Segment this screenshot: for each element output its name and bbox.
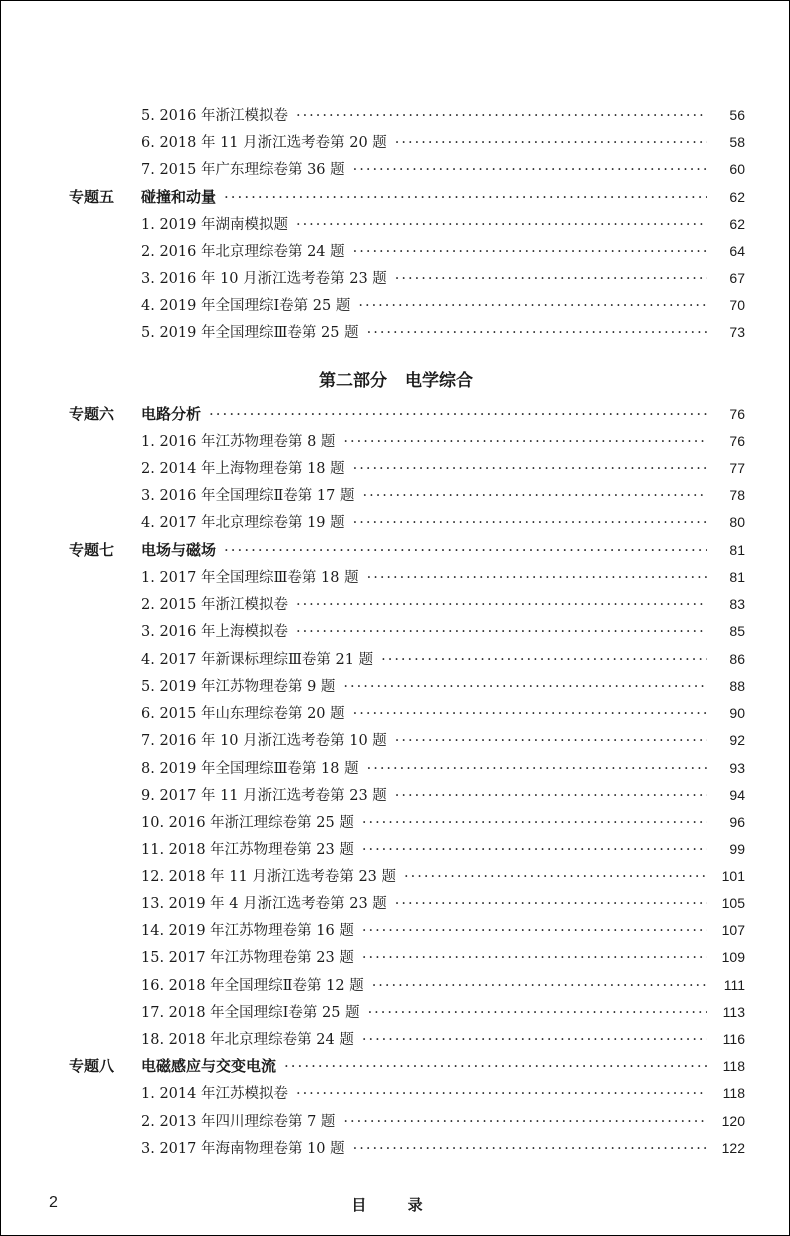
topic-page: 76 <box>729 406 745 422</box>
leader-dots <box>367 565 707 592</box>
topic-label: 专题五 <box>69 188 115 206</box>
toc-item-text: 4. 2017 年新课标理综Ⅲ卷第 21 题 <box>141 652 374 668</box>
toc-item-page: 118 <box>722 1085 745 1101</box>
toc-item[interactable] <box>141 591 745 618</box>
leader-dots <box>296 103 707 130</box>
toc-item-text: 7. 2015 年广东理综卷第 36 题 <box>141 162 345 178</box>
toc-item[interactable] <box>141 265 745 292</box>
toc-item-text: 1. 2019 年湖南模拟题 <box>141 217 288 233</box>
toc-item-page: 80 <box>729 514 745 530</box>
toc-item-text: 9. 2017 年 11 月浙江选考卷第 23 题 <box>141 788 387 804</box>
toc-item[interactable] <box>141 129 745 156</box>
toc-item-text: 1. 2014 年江苏模拟卷 <box>141 1086 288 1102</box>
topic-label: 专题七 <box>69 541 115 559</box>
toc-item-page: 58 <box>729 134 745 150</box>
toc-item-text: 18. 2018 年北京理综卷第 24 题 <box>141 1032 354 1048</box>
leader-dots <box>368 1000 707 1027</box>
toc-item-page: 116 <box>722 1031 745 1047</box>
leader-dots <box>224 184 707 211</box>
toc-item-page: 109 <box>721 949 745 965</box>
toc-item-page: 105 <box>721 895 745 911</box>
leader-dots <box>343 429 707 456</box>
toc-item-page: 62 <box>729 216 745 232</box>
topic-title: 电路分析 <box>141 405 202 423</box>
toc-item[interactable] <box>141 618 745 645</box>
toc-item[interactable] <box>141 727 745 754</box>
toc-item[interactable] <box>141 1080 745 1107</box>
toc-item[interactable] <box>141 700 745 727</box>
leader-dots <box>362 1027 707 1054</box>
toc-item-page: 56 <box>729 107 745 123</box>
toc-item-text: 15. 2017 年江苏物理卷第 23 题 <box>141 950 354 966</box>
toc-item-text: 1. 2017 年全国理综Ⅲ卷第 18 题 <box>141 570 359 586</box>
toc-item-page: 76 <box>729 433 745 449</box>
toc-item[interactable] <box>141 809 745 836</box>
topic-label: 专题八 <box>69 1057 115 1075</box>
leader-dots <box>353 701 707 728</box>
toc-item-page: 85 <box>729 623 745 639</box>
toc-item-text: 4. 2019 年全国理综Ⅰ卷第 25 题 <box>141 298 351 314</box>
toc-item[interactable] <box>141 755 745 782</box>
toc-item-text: 12. 2018 年 11 月浙江选考卷第 23 题 <box>141 869 397 885</box>
toc-item[interactable] <box>141 999 745 1026</box>
toc-item-text: 1. 2016 年江苏物理卷第 8 题 <box>141 434 336 450</box>
topic-title: 电场与磁场 <box>141 541 217 559</box>
toc-item-page: 94 <box>729 787 745 803</box>
leader-dots <box>395 783 707 810</box>
toc-item-text: 7. 2016 年 10 月浙江选考卷第 10 题 <box>141 733 387 749</box>
leader-dots <box>296 1081 707 1108</box>
leader-dots <box>381 647 707 674</box>
toc-item-text: 6. 2018 年 11 月浙江选考卷第 20 题 <box>141 135 387 151</box>
leader-dots <box>296 592 707 619</box>
leader-dots <box>296 619 707 646</box>
part-title: 第二部分 电学综合 <box>319 371 473 391</box>
leader-dots <box>362 810 707 837</box>
toc-item-text: 5. 2019 年江苏物理卷第 9 题 <box>141 679 336 695</box>
toc-item-page: 86 <box>729 651 745 667</box>
toc-item-page: 77 <box>729 460 745 476</box>
toc-topic-5[interactable] <box>69 184 745 211</box>
toc-topic-7[interactable] <box>69 537 745 564</box>
toc-item[interactable] <box>141 102 745 129</box>
toc-item-page: 107 <box>721 922 745 938</box>
leader-dots <box>367 756 707 783</box>
topic-page: 81 <box>729 542 745 558</box>
toc-item-page: 67 <box>729 270 745 286</box>
toc-item-text: 16. 2018 年全国理综Ⅱ卷第 12 题 <box>141 978 364 994</box>
toc-topic-8[interactable] <box>69 1053 745 1080</box>
toc-item-page: 122 <box>721 1140 745 1156</box>
toc-item-page: 96 <box>729 814 745 830</box>
toc-item[interactable] <box>141 564 745 591</box>
toc-topic-6[interactable] <box>69 401 745 428</box>
leader-dots <box>209 401 707 428</box>
toc-item-text: 17. 2018 年全国理综Ⅰ卷第 25 题 <box>141 1005 360 1021</box>
leader-dots <box>224 537 707 564</box>
topic-title: 碰撞和动量 <box>141 188 217 206</box>
toc-item[interactable] <box>141 1135 745 1162</box>
toc-item[interactable] <box>141 211 745 238</box>
toc-item-page: 92 <box>729 732 745 748</box>
toc-item-page: 120 <box>721 1113 745 1129</box>
toc-item[interactable] <box>141 646 745 673</box>
toc-item[interactable] <box>141 428 745 455</box>
topic-page: 118 <box>722 1058 745 1074</box>
toc-item[interactable] <box>141 673 745 700</box>
toc-item-text: 2. 2014 年上海物理卷第 18 题 <box>141 461 345 477</box>
toc-item-text: 3. 2017 年海南物理卷第 10 题 <box>141 1141 345 1157</box>
leader-dots <box>353 456 707 483</box>
leader-dots <box>353 239 707 266</box>
toc-item[interactable] <box>141 1026 745 1053</box>
leader-dots <box>404 864 707 891</box>
toc-item[interactable] <box>141 292 745 319</box>
toc-item[interactable] <box>141 863 745 890</box>
page-number: 2 <box>49 1194 58 1211</box>
leader-dots <box>362 918 707 945</box>
toc-item-page: 64 <box>729 243 745 259</box>
toc-item-page: 93 <box>729 760 745 776</box>
toc-item-text: 2. 2013 年四川理综卷第 7 题 <box>141 1114 336 1130</box>
toc-item[interactable] <box>141 482 745 509</box>
leader-dots <box>362 483 707 510</box>
toc-item-text: 10. 2016 年浙江理综卷第 25 题 <box>141 815 354 831</box>
leader-dots <box>362 945 707 972</box>
toc-item[interactable] <box>141 509 745 536</box>
toc-item-page: 111 <box>723 977 745 993</box>
toc-item-page: 101 <box>721 868 745 884</box>
leader-dots <box>372 973 707 1000</box>
toc-item-text: 2. 2016 年北京理综卷第 24 题 <box>141 244 345 260</box>
toc-item[interactable] <box>141 455 745 482</box>
footer-title: 目 录 <box>351 1196 441 1214</box>
toc-item-text: 14. 2019 年江苏物理卷第 16 题 <box>141 923 354 939</box>
leader-dots <box>284 1053 707 1080</box>
toc-item-page: 73 <box>729 324 745 340</box>
leader-dots <box>367 320 707 347</box>
toc-item[interactable] <box>141 156 745 183</box>
toc-item-text: 3. 2016 年 10 月浙江选考卷第 23 题 <box>141 271 387 287</box>
toc-item-page: 70 <box>729 297 745 313</box>
toc-item-page: 99 <box>729 841 745 857</box>
topic-label: 专题六 <box>69 405 115 423</box>
toc-item-page: 60 <box>729 161 745 177</box>
toc-item-text: 3. 2016 年上海模拟卷 <box>141 624 288 640</box>
toc-item[interactable] <box>141 1108 745 1135</box>
toc-item-text: 11. 2018 年江苏物理卷第 23 题 <box>141 842 354 858</box>
leader-dots <box>353 1136 707 1163</box>
toc-item-page: 78 <box>729 487 745 503</box>
toc-item-page: 88 <box>729 678 745 694</box>
toc-item-text: 2. 2015 年浙江模拟卷 <box>141 597 288 613</box>
toc-item-text: 5. 2016 年浙江模拟卷 <box>141 108 288 124</box>
toc-item[interactable] <box>141 836 745 863</box>
toc-item[interactable] <box>141 238 745 265</box>
toc-item[interactable] <box>141 917 745 944</box>
toc-item-text: 5. 2019 年全国理综Ⅲ卷第 25 题 <box>141 325 359 341</box>
leader-dots <box>395 728 707 755</box>
leader-dots <box>353 510 707 537</box>
leader-dots <box>358 293 707 320</box>
toc-item-text: 3. 2016 年全国理综Ⅱ卷第 17 题 <box>141 488 355 504</box>
toc-item-text: 4. 2017 年北京理综卷第 19 题 <box>141 515 345 531</box>
toc-item[interactable] <box>141 782 745 809</box>
leader-dots <box>296 212 707 239</box>
topic-page: 62 <box>729 189 745 205</box>
toc-item-text: 6. 2015 年山东理综卷第 20 题 <box>141 706 345 722</box>
toc-item[interactable] <box>141 890 745 917</box>
toc-item-page: 83 <box>729 596 745 612</box>
toc-item[interactable] <box>141 319 745 346</box>
leader-dots <box>343 674 707 701</box>
leader-dots <box>395 891 707 918</box>
leader-dots <box>353 157 707 184</box>
topic-title: 电磁感应与交变电流 <box>141 1057 277 1075</box>
toc-item-page: 81 <box>729 569 745 585</box>
leader-dots <box>395 130 707 157</box>
toc-item-text: 8. 2019 年全国理综Ⅲ卷第 18 题 <box>141 761 359 777</box>
toc-item-page: 113 <box>722 1004 745 1020</box>
toc-item-page: 90 <box>729 705 745 721</box>
toc-item[interactable] <box>141 972 745 999</box>
leader-dots <box>362 837 707 864</box>
toc-item-text: 13. 2019 年 4 月浙江选考卷第 23 题 <box>141 896 387 912</box>
toc-item[interactable] <box>141 944 745 971</box>
leader-dots <box>395 266 707 293</box>
leader-dots <box>343 1109 707 1136</box>
